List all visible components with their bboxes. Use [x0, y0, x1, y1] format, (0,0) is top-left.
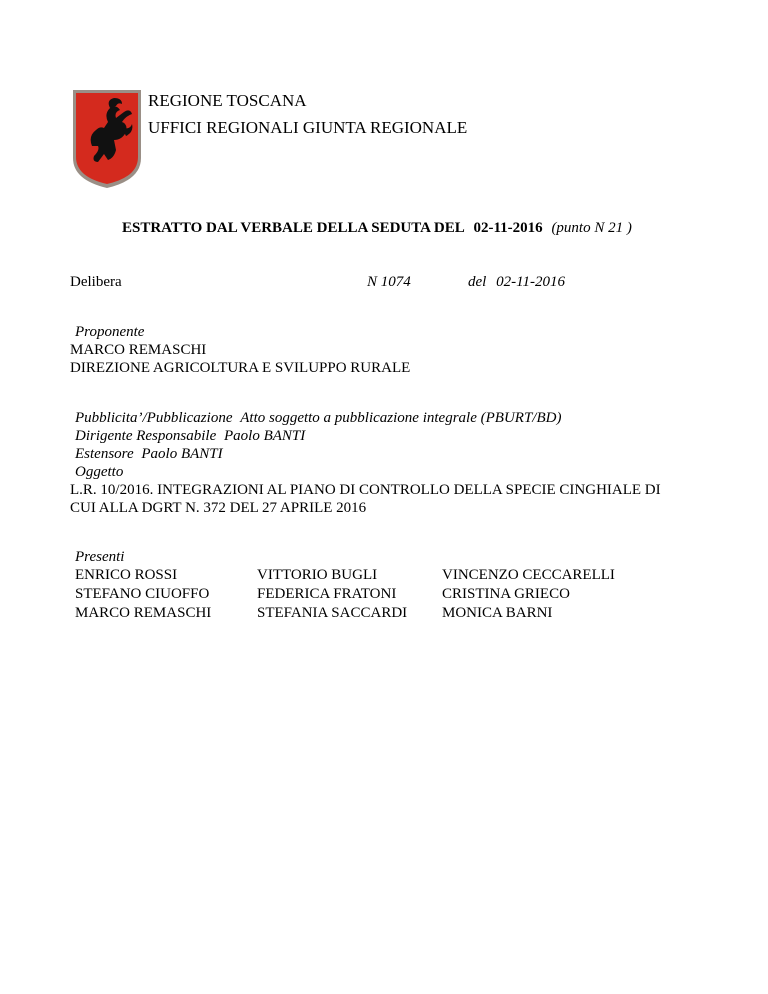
presente-name: ENRICO ROSSI [75, 567, 178, 583]
extract-point: (punto N 21 ) [551, 220, 632, 236]
presenti-column-1 [75, 566, 211, 623]
dirigente-label: Dirigente Responsabile [75, 428, 217, 444]
publication-line [75, 409, 561, 427]
extract-date: 02-11-2016 [473, 220, 543, 236]
publication-value: Atto soggetto a pubblicazione integrale (PBURT/BD) [240, 410, 562, 426]
delibera-label: Delibera [70, 274, 122, 290]
region-title: REGIONE TOSCANA [148, 91, 307, 110]
proponente-label: Proponente [75, 324, 145, 340]
dirigente-line [75, 427, 305, 445]
extract-title: ESTRATTO DAL VERBALE DELLA SEDUTA DEL [122, 220, 465, 236]
presenti-column-3 [442, 566, 615, 623]
proponente-name: MARCO REMASCHI [70, 342, 207, 358]
delibera-date-line [468, 273, 565, 291]
oggetto-line-1: L.R. 10/2016. INTEGRAZIONI AL PIANO DI CONTROLLO DELLA SPECIE CINGHIALE DI [70, 482, 661, 498]
estensore-line [75, 445, 223, 463]
estensore-value: Paolo BANTI [141, 446, 223, 462]
presenti-label: Presenti [75, 549, 125, 565]
regione-toscana-logo-icon [70, 88, 144, 190]
delibera-date-label: del [468, 274, 487, 290]
oggetto-line-2: CUI ALLA DGRT N. 372 DEL 27 APRILE 2016 [70, 500, 367, 516]
presente-name: MARCO REMASCHI [75, 605, 212, 621]
dirigente-value: Paolo BANTI [223, 428, 306, 444]
publication-label: Pubblicita’/Pubblicazione [75, 410, 233, 426]
presente-name: VINCENZO CECCARELLI [442, 567, 615, 583]
presenti-column-2 [257, 566, 407, 623]
pegasus-shield-icon [70, 88, 144, 190]
presente-name: STEFANIA SACCARDI [257, 605, 408, 621]
presente-name: STEFANO CIUOFFO [75, 586, 210, 602]
extract-line [122, 219, 632, 237]
delibera-date: 02-11-2016 [496, 274, 565, 290]
presente-name: VITTORIO BUGLI [257, 567, 378, 583]
proponente-department: DIREZIONE AGRICOLTURA E SVILUPPO RURALE [70, 360, 411, 376]
offices-title: UFFICI REGIONALI GIUNTA REGIONALE [148, 118, 468, 137]
estensore-label: Estensore [75, 446, 134, 462]
oggetto-label: Oggetto [75, 464, 124, 480]
delibera-number: N 1074 [367, 274, 411, 290]
presente-name: FEDERICA FRATONI [257, 586, 397, 602]
presente-name: MONICA BARNI [442, 605, 553, 621]
presente-name: CRISTINA GRIECO [442, 586, 570, 602]
